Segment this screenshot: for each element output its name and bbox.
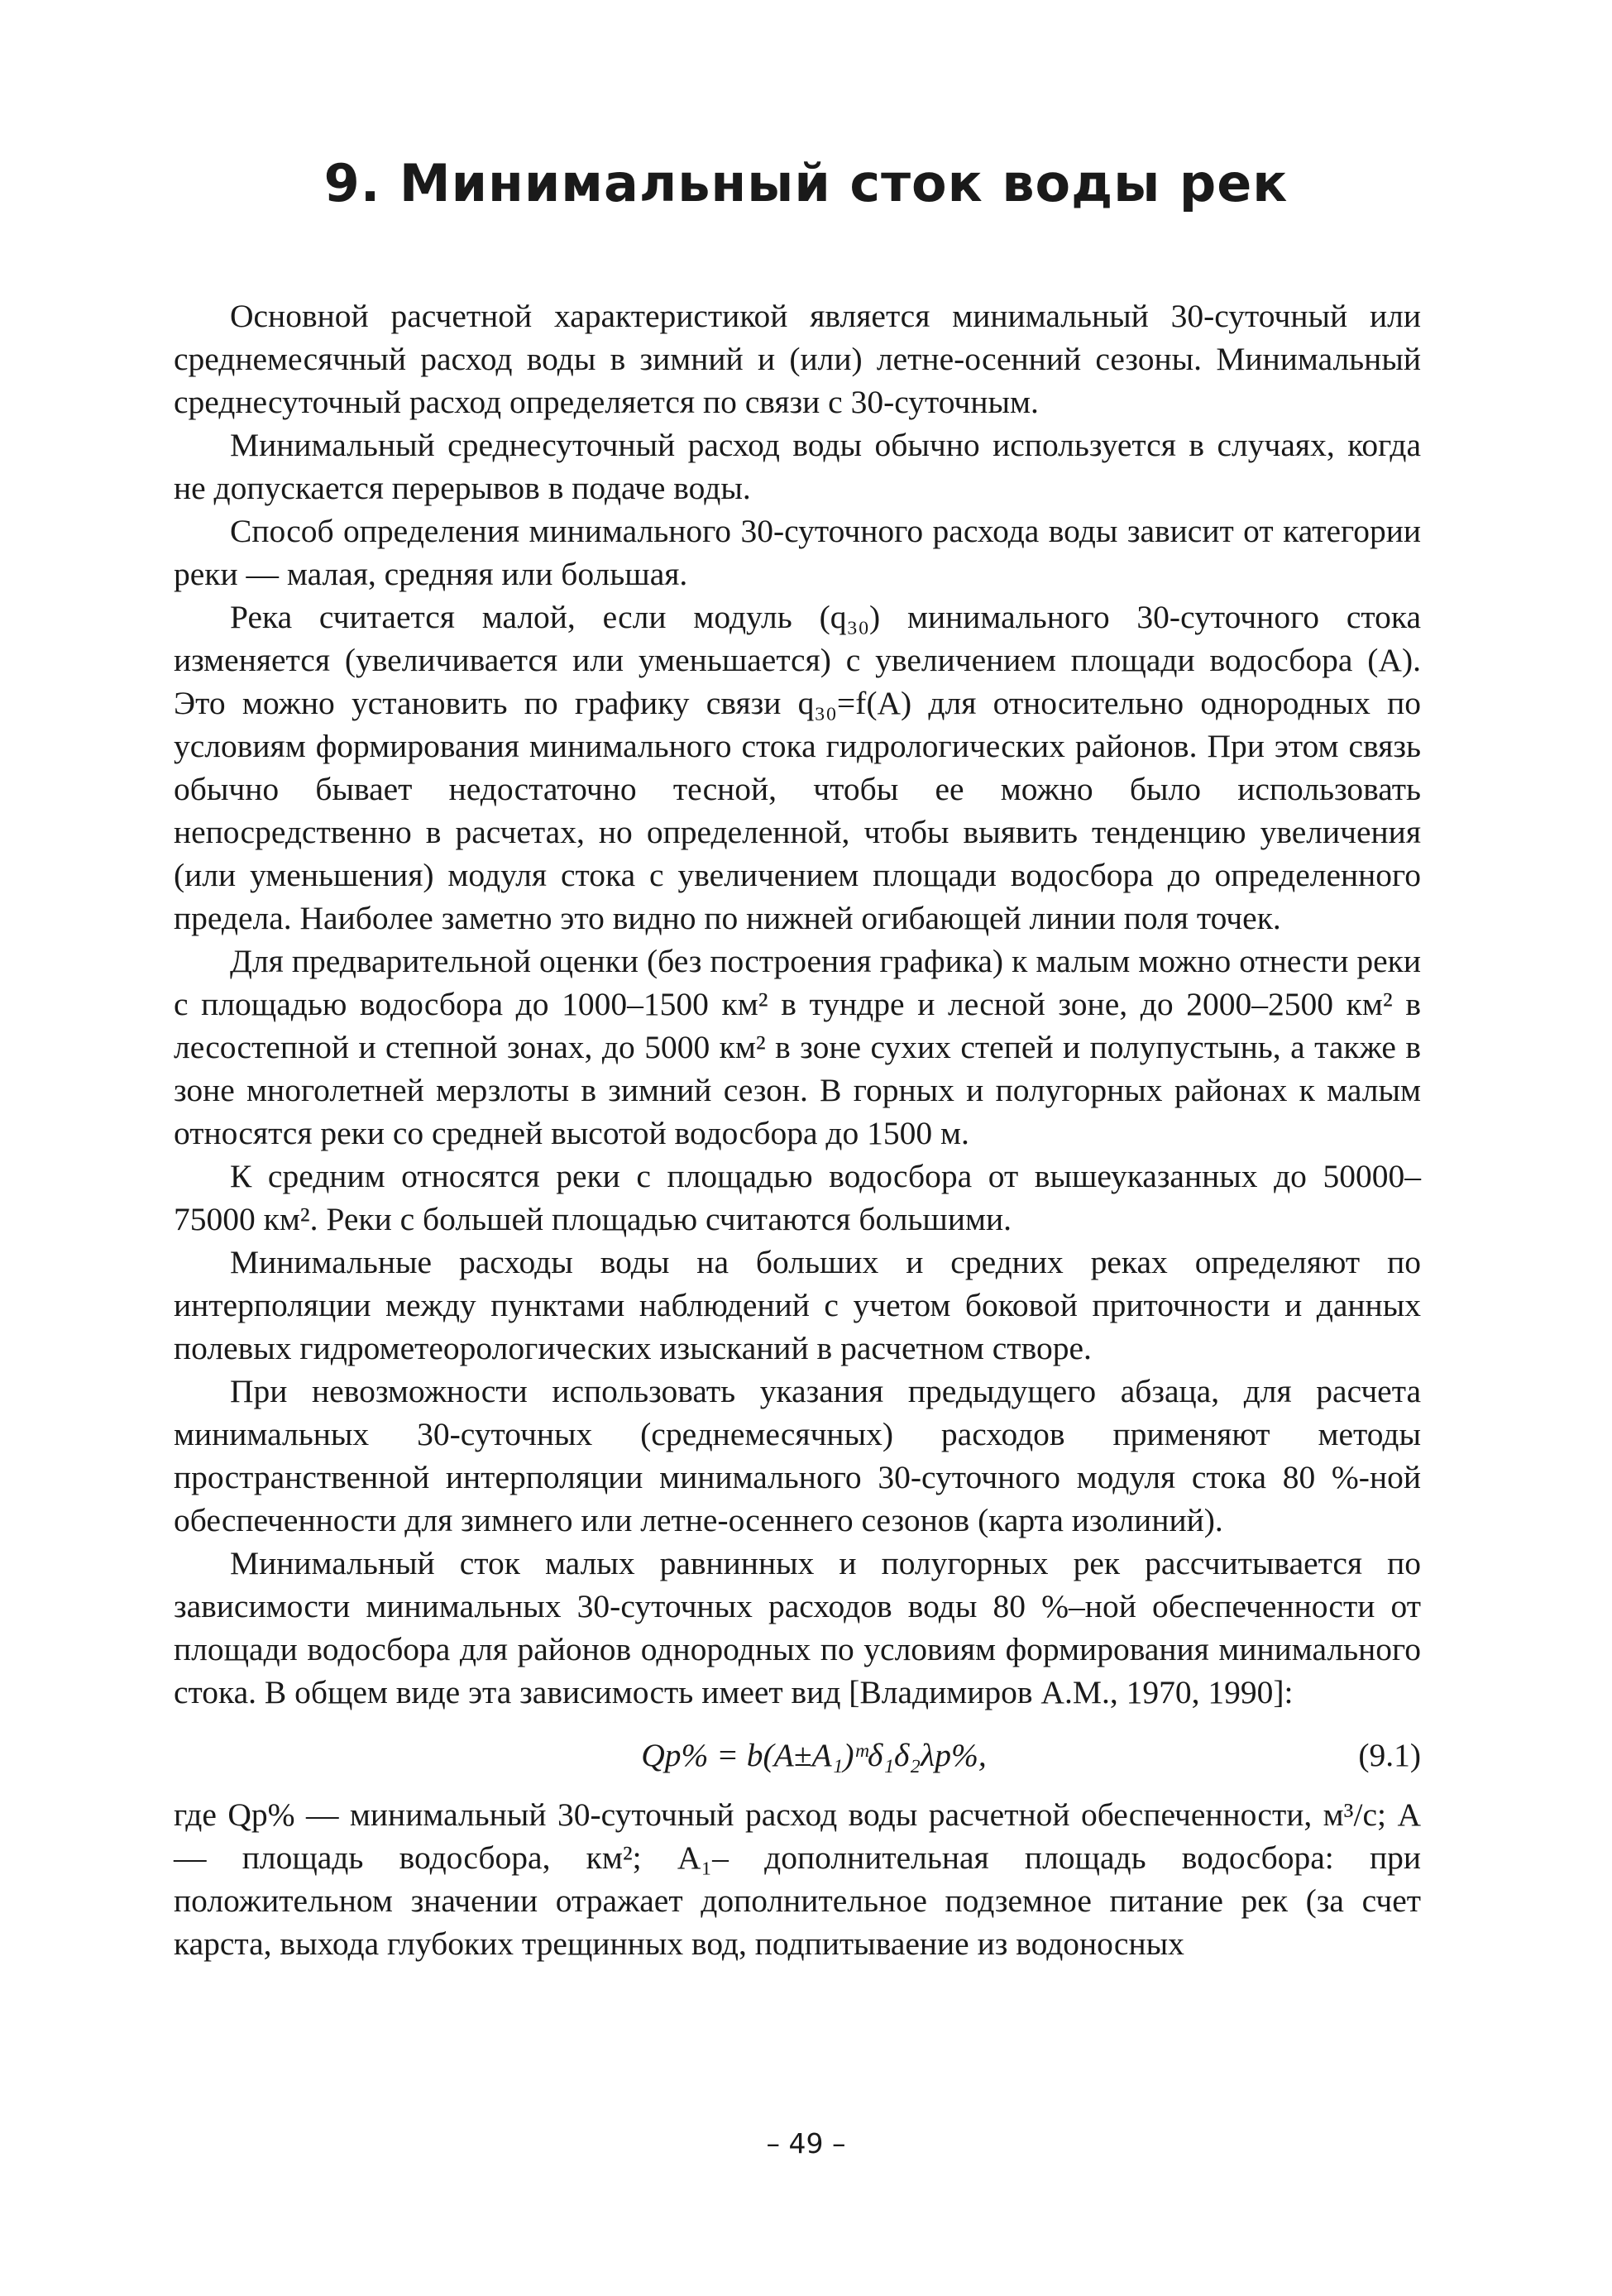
paragraph: Река считается малой, если модуль (q₃₀) минимального 30-суточного стока изменяется (увеличивается или уменьшается) с увеличением площади водосбора (A). Это можно установить по графику связи q₃₀=f(A) для относительно однородных по условиям формирования минимального стока гидрологических районов. При этом связь обычно бывает недостаточно тесной, чтобы ее можно было использовать непосредственно в расчетах, но определенной, чтобы выявить тенденцию увеличения (или уменьшения) модуля стока с увеличением площади водосбора до определенного предела. Наиболее заметно это видно по нижней огибающей линии поля точек. [174, 599, 1421, 936]
formula: Qp% = b(A±A₁)ᵐδ₁δ₂λp%, [641, 1737, 987, 1773]
page-number: – 49 – [766, 2127, 846, 2160]
paragraph: Основной расчетной характеристикой является минимальный 30-суточный или среднемесячный расход воды в зимний и (или) летне-осенний сезоны. Минимальный среднесуточный расход определяется по связи с 30-суточным. [174, 298, 1421, 420]
paragraph: Для предварительной оценки (без построения графика) к малым можно отнести реки с площадью водосбора до 1000–1500 км² в тундре и лесной зоне, до 2000–2500 км² в лесостепной и степной зонах, до 5000 км² в зоне сухих степей и полупустынь, а также в зоне многолетней мерзлоты в зимний сезон. В горных и полугорных районах к малым относятся реки со средней высотой водосбора до 1500 м. [174, 943, 1421, 1151]
paragraph-after-formula: где Qp% — минимальный 30-суточный расход воды расчетной обеспеченности, м³/с; A — площадь водосбора, км²; A₁– дополнительная площадь водосбора: при положительном значении отражает дополнительное подземное питание рек (за счет карста, выхода глубоких трещинных вод, подпитываение из водоносных [174, 1796, 1421, 1962]
paragraph: К средним относятся реки с площадью водосбора от вышеуказанных до 50000–75000 км². Реки с большей площадью считаются большими. [174, 1158, 1421, 1237]
paragraph: Способ определения минимального 30-суточного расхода воды зависит от категории реки — малая, средняя или большая. [174, 513, 1421, 592]
body-text [174, 294, 1421, 1965]
formula-row [174, 1720, 1421, 1785]
paragraph: Минимальный сток малых равнинных и полугорных рек рассчитывается по зависимости минимальных 30-суточных расходов воды 80 %–ной обеспеченности от площади водосбора для районов однородных по условиям формирования минимального стока. В общем виде эта зависимость имеет вид [Владимиров А.М., 1970, 1990]: [174, 1545, 1421, 1710]
paragraph: Минимальный среднесуточный расход воды обычно используется в случаях, когда не допускается перерывов в подаче воды. [174, 427, 1421, 506]
paragraph: При невозможности использовать указания предыдущего абзаца, для расчета минимальных 30-суточных (среднемесячных) расходов применяют методы пространственной интерполяции минимального 30-суточного модуля стока 80 %-ной обеспеченности для зимнего или летне-осеннего сезонов (карта изолиний). [174, 1373, 1421, 1538]
paragraph: Минимальные расходы воды на больших и средних реках определяют по интерполяции между пунктами наблюдений с учетом боковой приточности и данных полевых гидрометеорологических изысканий в расчетном створе. [174, 1244, 1421, 1366]
section-title: 9. Минимальный сток воды рек [323, 153, 1289, 213]
formula-number: (9.1) [1358, 1737, 1421, 1773]
